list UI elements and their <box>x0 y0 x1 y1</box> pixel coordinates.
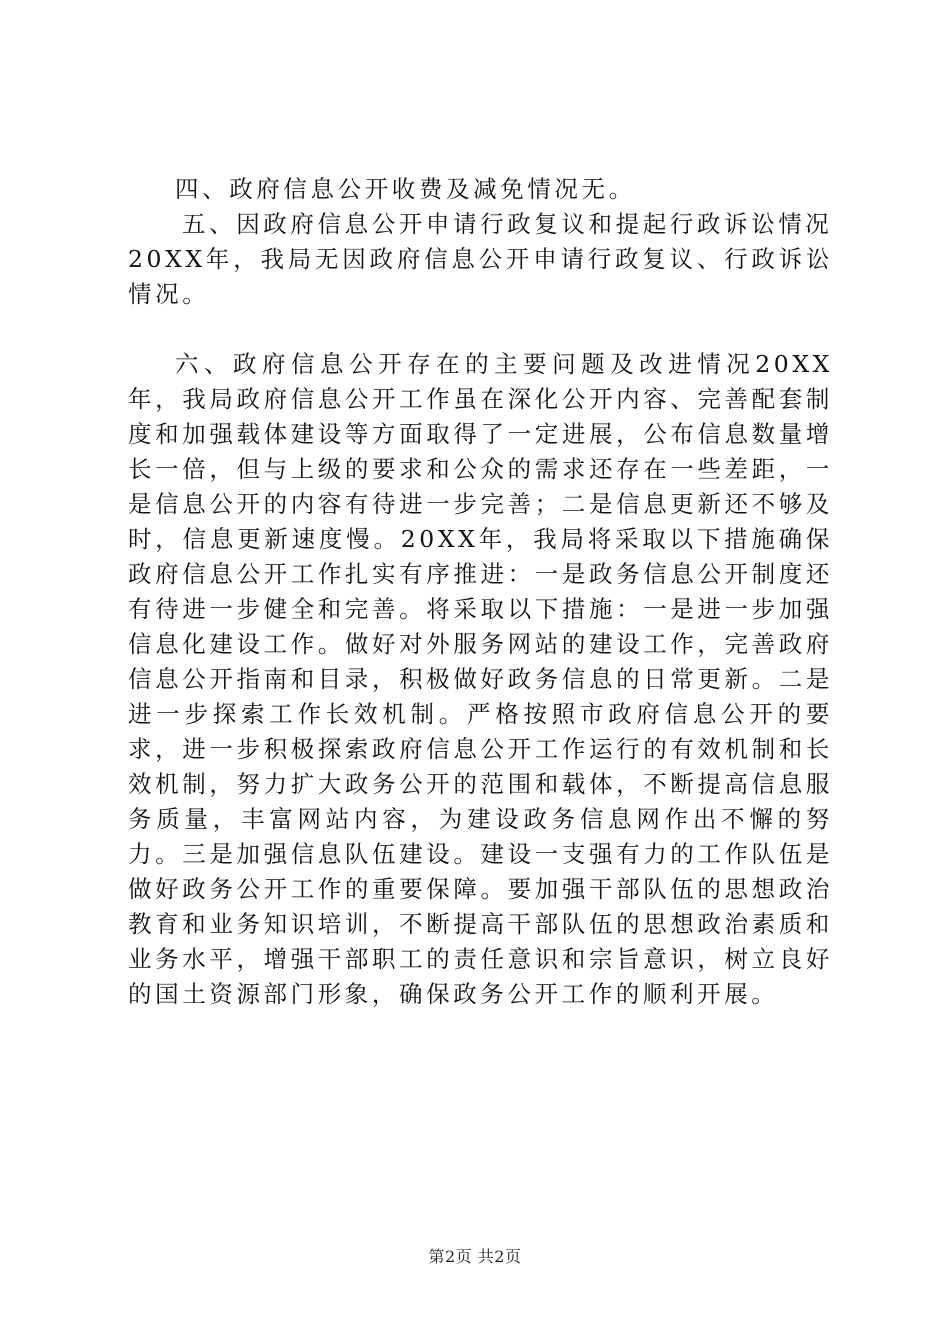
page-footer: 第2页 共2页 <box>428 1247 522 1266</box>
paragraph-fee-reduction: 四、政府信息公开收费及减免情况无。 <box>175 175 636 203</box>
paragraph-problems-improvements: 六、政府信息公开存在的主要问题及改进情况20XX年，我局政府信息公开工作虽在深化公开内容、完善配套制度和加强载体建设等方面取得了一定进展，公布信息数量增长一倍，但与上级的要求和公众的需求还存在一些差距，一是信息公开的内容有待进一步完善；二是信息更新还不够及时，信息更新速度慢。20XX年，我局将采取以下措施确保政府信息公开工作扎实有序推进：一是政务信息公开制度还有待进一步健全和完善。将采取以下措施：一是进一步加强信息化建设工作。做好对外服务网站的建设工作，完善政府信息公开指南和目录，积极做好政务信息的日常更新。二是进一步探索工作长效机制。严格按照市政府信息公开的要求，进一步积极探索政府信息公开工作运行的有效机制和长效机制，努力扩大政务公开的范围和载体，不断提高信息服务质量，丰富网站内容，为建设政务信息网作出不懈的努力。三是加强信息队伍建设。建设一支强有力的工作队伍是做好政务公开工作的重要保障。要加强干部队伍的思想政治教育和业务知识培训，不断提高干部队伍的思想政治素质和业务水平，增强干部职工的责任意识和宗旨意识，树立良好的国土资源部门形象，确保政务公开工作的顺利开展。 <box>128 350 833 1008</box>
paragraph-review-litigation-body: 20XX年，我局无因政府信息公开申请行政复议、行政诉讼情况。 <box>128 245 833 308</box>
document-body <box>128 172 833 1012</box>
paragraph-review-litigation-heading: 五、因政府信息公开申请行政复议和提起行政诉讼情况 <box>182 210 833 238</box>
